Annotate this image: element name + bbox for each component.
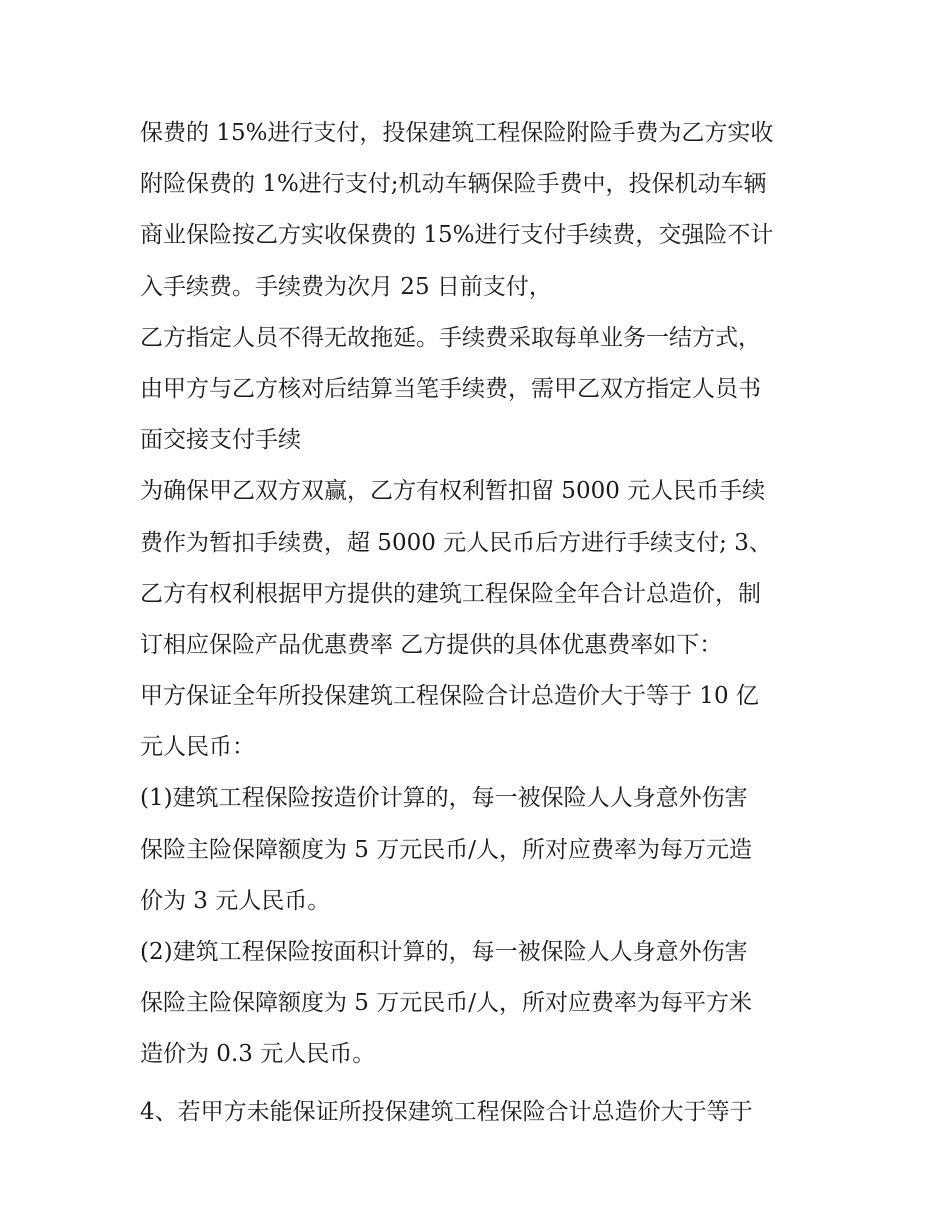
text-line-12: 甲方保证全年所投保建筑工程保险合计总造价大于等于 10 亿	[140, 683, 759, 710]
text-line-18: 保险主险保障额度为 5 万元民币/人，所对应费率为每平方米	[140, 990, 753, 1017]
text-line-7: 面交接支付手续	[140, 427, 301, 454]
text-line-8: 为确保甲乙双方双赢，乙方有权利暂扣留 5000 元人民币手续	[140, 478, 766, 505]
document-body	[140, 108, 820, 1138]
text-line-16: 价为 3 元人民币。	[140, 887, 331, 914]
text-line-6: 由甲方与乙方核对后结算当笔手续费，需甲乙双方指定人员书	[140, 375, 761, 402]
text-line-14: (1)建筑工程保险按造价计算的，每一被保险人人身意外伤害	[140, 785, 748, 812]
text-line-19: 造价为 0.3 元人民币。	[140, 1041, 376, 1068]
text-line-1: 保费的 15%进行支付，投保建筑工程保险附险手费为乙方实收	[140, 120, 774, 146]
text-line-5: 乙方指定人员不得无故拖延。手续费采取每单业务一结方式，	[140, 324, 761, 351]
text-line-15: 保险主险保障额度为 5 万元民币/人，所对应费率为每万元造	[140, 836, 753, 863]
text-line-13: 元人民币：	[140, 734, 255, 761]
text-line-2: 附险保费的 1%进行支付;机动车辆保险手费中，投保机动车辆	[140, 171, 767, 198]
text-line-9: 费作为暂扣手续费，超 5000 元人民币后方进行手续支付; 3、	[140, 529, 772, 556]
text-line-10: 乙方有权利根据甲方提供的建筑工程保险全年合计总造价，制	[140, 580, 761, 607]
text-line-3: 商业保险按乙方实收保费的 15%进行支付手续费，交强险不计	[140, 222, 774, 249]
text-line-17: (2)建筑工程保险按面积计算的，每一被保险人人身意外伤害	[140, 939, 748, 965]
text-line-11: 订相应保险产品优惠费率 乙方提供的具体优惠费率如下：	[140, 631, 723, 658]
text-line-4: 入手续费。手续费为次月 25 日前支付，	[140, 273, 552, 300]
text-line-20: 4、若甲方未能保证所投保建筑工程保险合计总造价大于等于	[140, 1098, 753, 1125]
